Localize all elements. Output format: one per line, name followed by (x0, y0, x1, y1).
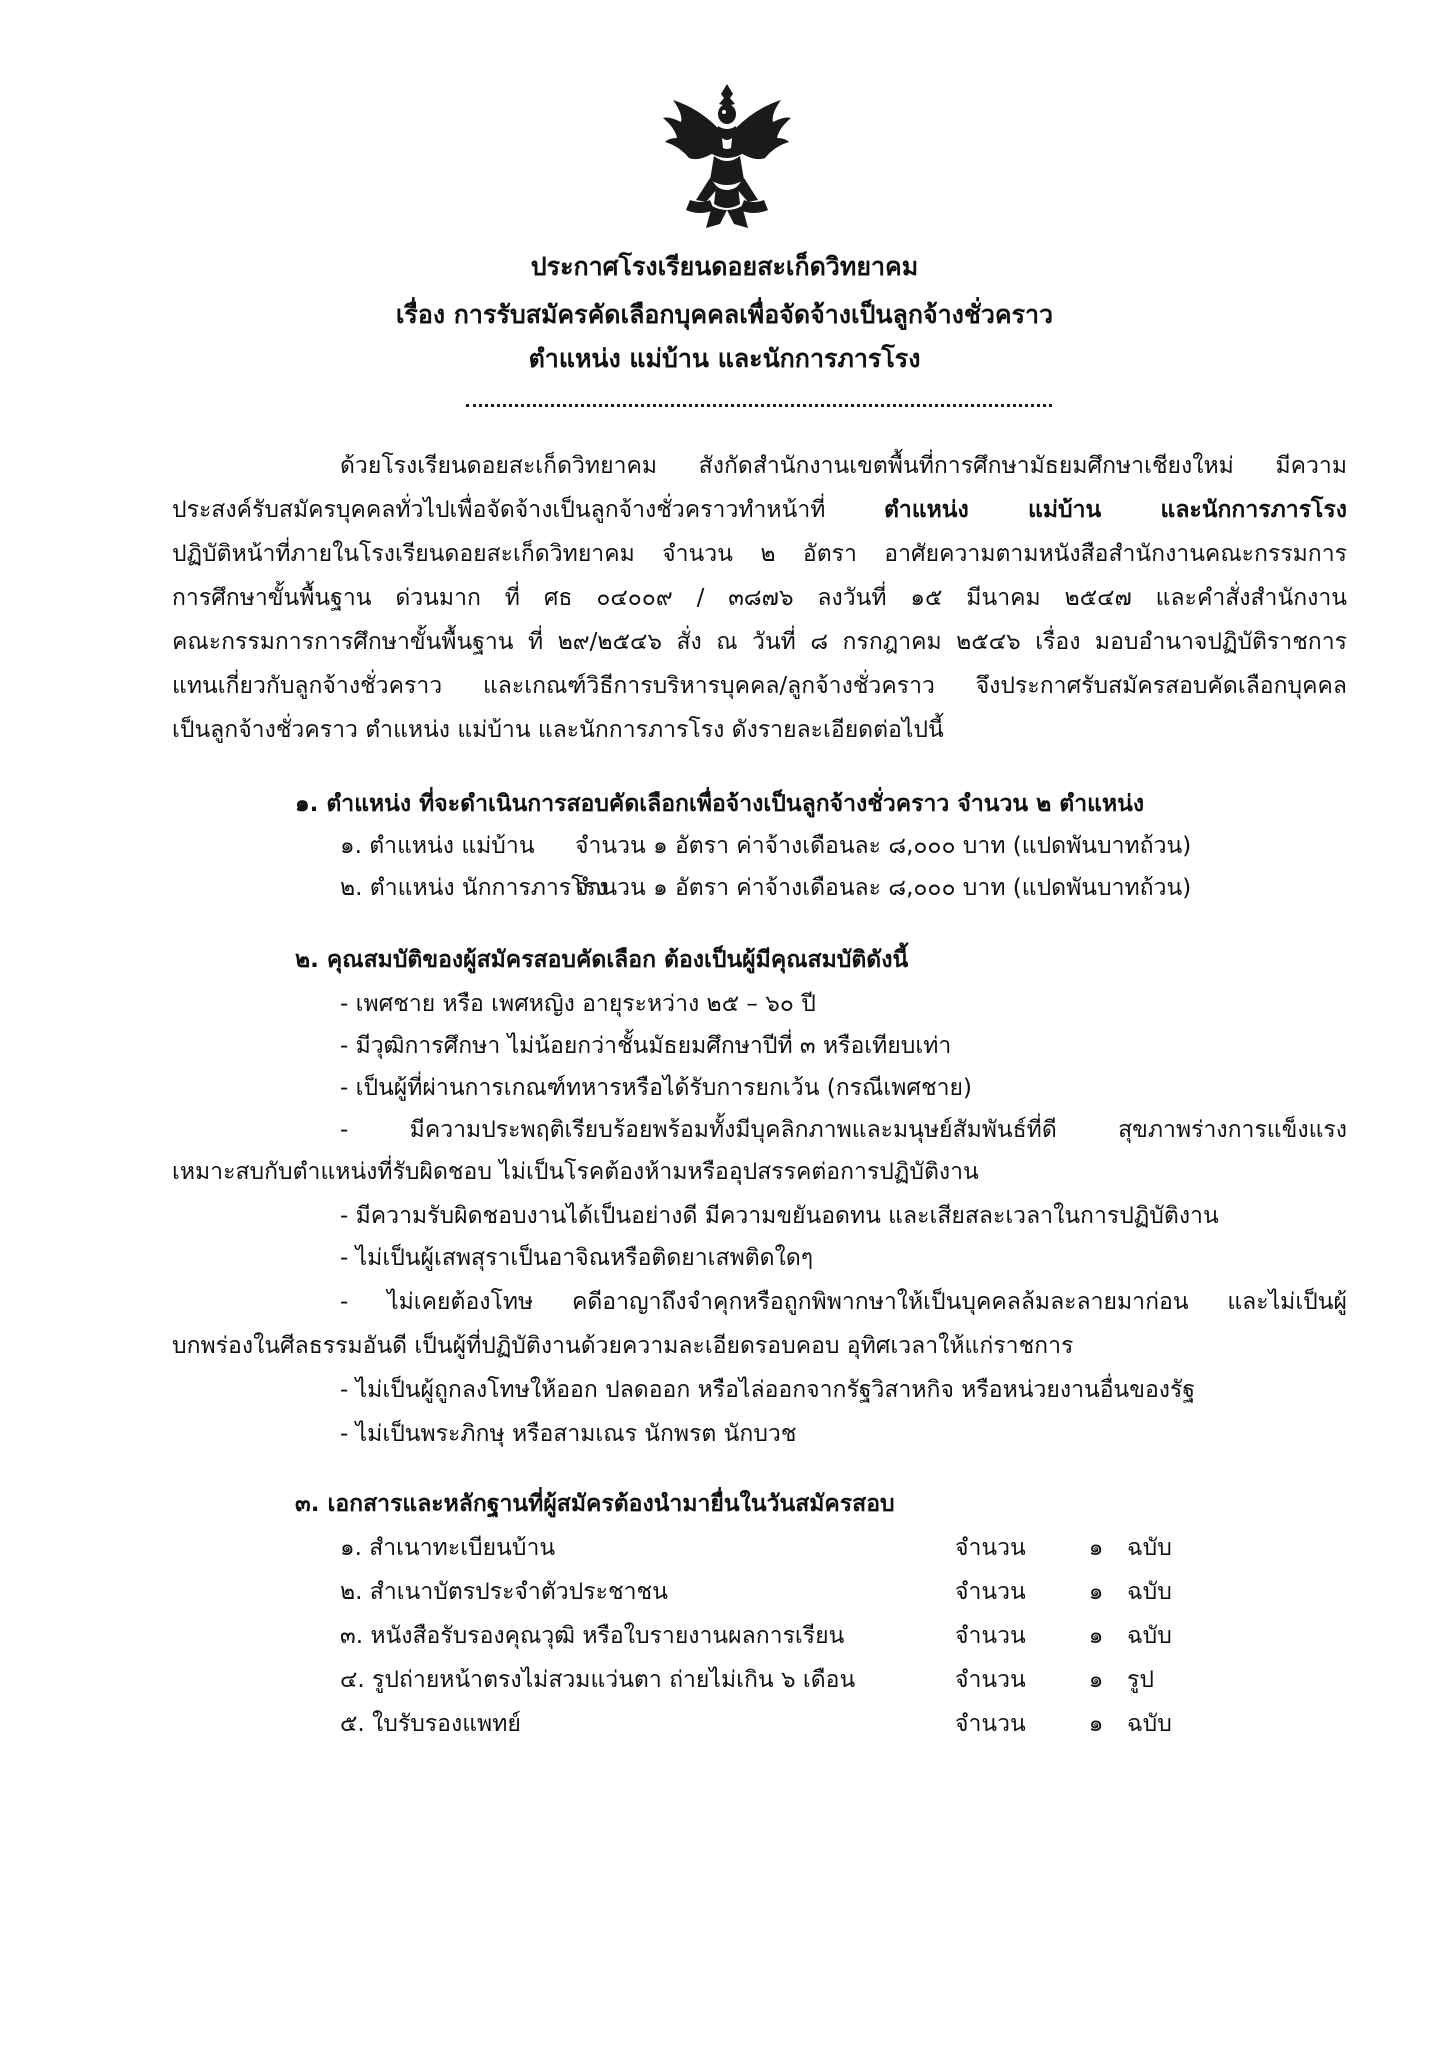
document-item-qty: จำนวน ๑ รูป (955, 1667, 1154, 1693)
document-item-qty: จำนวน ๑ ฉบับ (955, 1623, 1172, 1649)
position-item: ๑. ตำแหน่ง แม่บ้าน จำนวน ๑ อัตรา ค่าจ้างเดือนละ ๘,๐๐๐ บาท (แปดพันบาทถ้วน) (340, 833, 1192, 859)
intro-line-4: การศึกษาขั้นพื้นฐาน ด่วนมาก ที่ ศธ ๐๔๐๐๙ / ๓๘๗๖ ลงวันที่ ๑๕ มีนาคม ๒๕๔๗ และคำสั่งสำนักงาน (172, 585, 1347, 611)
qualification-item: - ไม่เป็นผู้เสพสุราเป็นอาจิณหรือติดยาเสพติดใดๆ (340, 1245, 814, 1271)
intro-line-7: เป็นลูกจ้างชั่วคราว ตำแหน่ง แม่บ้าน และนักการภารโรง ดังรายละเอียดต่อไปนี้ (172, 717, 944, 743)
intro-line-6: แทนเกี่ยวกับลูกจ้างชั่วคราว และเกณฑ์วิธีการบริหารบุคคล/ลูกจ้างชั่วคราว จึงประกาศรับสมัครสอบคัดเลือกบุคคล (172, 673, 1347, 699)
qualification-item: - เป็นผู้ที่ผ่านการเกณฑ์ทหารหรือได้รับการยกเว้น (กรณีเพศชาย) (340, 1075, 972, 1101)
qualification-item: - ไม่เคยต้องโทษ คดีอาญาถึงจำคุกหรือถูกพิพากษาให้เป็นบุคคลล้มละลายมาก่อน และไม่เป็นผู้ (340, 1289, 1347, 1315)
qualification-item: - มีวุฒิการศึกษา ไม่น้อยกว่าชั้นมัธยมศึกษาปีที่ ๓ หรือเทียบเท่า (340, 1033, 952, 1059)
document-item-qty: จำนวน ๑ ฉบับ (955, 1535, 1172, 1561)
garuda-emblem-icon (660, 82, 795, 232)
dotted-divider (466, 404, 1052, 407)
document-item-qty: จำนวน ๑ ฉบับ (955, 1711, 1172, 1737)
intro-line-2: ประสงค์รับสมัครบุคคลทั่วไปเพื่อจัดจ้างเป็นลูกจ้างชั่วคราวทำหน้าที่ ตำแหน่ง แม่บ้าน และนักการภารโรง (172, 497, 1347, 523)
qualification-item-cont: เหมาะสบกับตำแหน่งที่รับผิดชอบ ไม่เป็นโรคต้องห้ามหรืออุปสรรคต่อการปฏิบัติงาน (172, 1159, 979, 1185)
intro-line-3: ปฏิบัติหน้าที่ภายในโรงเรียนดอยสะเก็ดวิทยาคม จำนวน ๒ อัตรา อาศัยความตามหนังสือสำนักงานคณะกรรมการ (172, 541, 1347, 567)
qualification-item: - มีความประพฤติเรียบร้อยพร้อมทั้งมีบุคลิกภาพและมนุษย์สัมพันธ์ที่ดี สุขภาพร่างการแข็งแรง (340, 1117, 1347, 1143)
intro-line-5: คณะกรรมการการศึกษาขั้นพื้นฐาน ที่ ๒๙/๒๕๔๖ สั่ง ณ วันที่ ๘ กรกฎาคม ๒๕๔๖ เรื่อง มอบอำนาจปฏิบัติราชการ (172, 629, 1347, 655)
position-item: ๒. ตำแหน่ง นักการภารโรงจำนวน ๑ อัตรา ค่าจ้างเดือนละ ๘,๐๐๐ บาท (แปดพันบาทถ้วน) (340, 875, 1192, 901)
section-3-heading: ๓. เอกสารและหลักฐานที่ผู้สมัครต้องนำมายื่นในวันสมัครสอบ (295, 1491, 895, 1517)
document-subject: เรื่อง การรับสมัครคัดเลือกบุคคลเพื่อจัดจ้างเป็นลูกจ้างชั่วคราว (395, 300, 1054, 329)
qualification-item: - เพศชาย หรือ เพศหญิง อายุระหว่าง ๒๕ – ๖๐ ปี (340, 991, 816, 1017)
document-item-name: ๓. หนังสือรับรองคุณวุฒิ หรือใบรายงานผลการเรียน (340, 1623, 845, 1649)
qualification-item: - มีความรับผิดชอบงานได้เป็นอย่างดี มีความขยันอดทน และเสียสละเวลาในการปฏิบัติงาน (340, 1203, 1219, 1229)
section-2-heading: ๒. คุณสมบัติของผู้สมัครสอบคัดเลือก ต้องเป็นผู้มีคุณสมบัติดังนี้ (295, 947, 909, 973)
document-item-name: ๕. ใบรับรองแพทย์ (340, 1711, 521, 1737)
document-positions: ตำแหน่ง แม่บ้าน และนักการภารโรง (528, 344, 921, 373)
document-item-name: ๔. รูปถ่ายหน้าตรงไม่สวมแว่นตา ถ่ายไม่เกิน ๖ เดือน (340, 1667, 856, 1693)
qualification-item: - ไม่เป็นพระภิกษุ หรือสามเณร นักพรต นักบวช (340, 1421, 797, 1447)
intro-line-1: ด้วยโรงเรียนดอยสะเก็ดวิทยาคม สังกัดสำนักงานเขตพื้นที่การศึกษามัธยมศึกษาเชียงใหม่ มีความ (340, 453, 1347, 479)
qualification-item-cont: บกพร่องในศีลธรรมอันดี เป็นผู้ที่ปฏิบัติงานด้วยความละเอียดรอบคอบ อุทิศเวลาให้แก่ราชการ (172, 1333, 1074, 1359)
document-title: ประกาศโรงเรียนดอยสะเก็ดวิทยาคม (530, 252, 919, 281)
qualification-item: - ไม่เป็นผู้ถูกลงโทษให้ออก ปลดออก หรือไล่ออกจากรัฐวิสาหกิจ หรือหน่วยงานอื่นของรัฐ (340, 1377, 1196, 1403)
document-item-name: ๑. สำเนาทะเบียนบ้าน (340, 1535, 556, 1561)
document-item-name: ๒. สำเนาบัตรประจำตัวประชาชน (340, 1579, 668, 1605)
section-1-heading: ๑. ตำแหน่ง ที่จะดำเนินการสอบคัดเลือกเพื่อจ้างเป็นลูกจ้างชั่วคราว จำนวน ๒ ตำแหน่ง (295, 791, 1145, 817)
document-item-qty: จำนวน ๑ ฉบับ (955, 1579, 1172, 1605)
